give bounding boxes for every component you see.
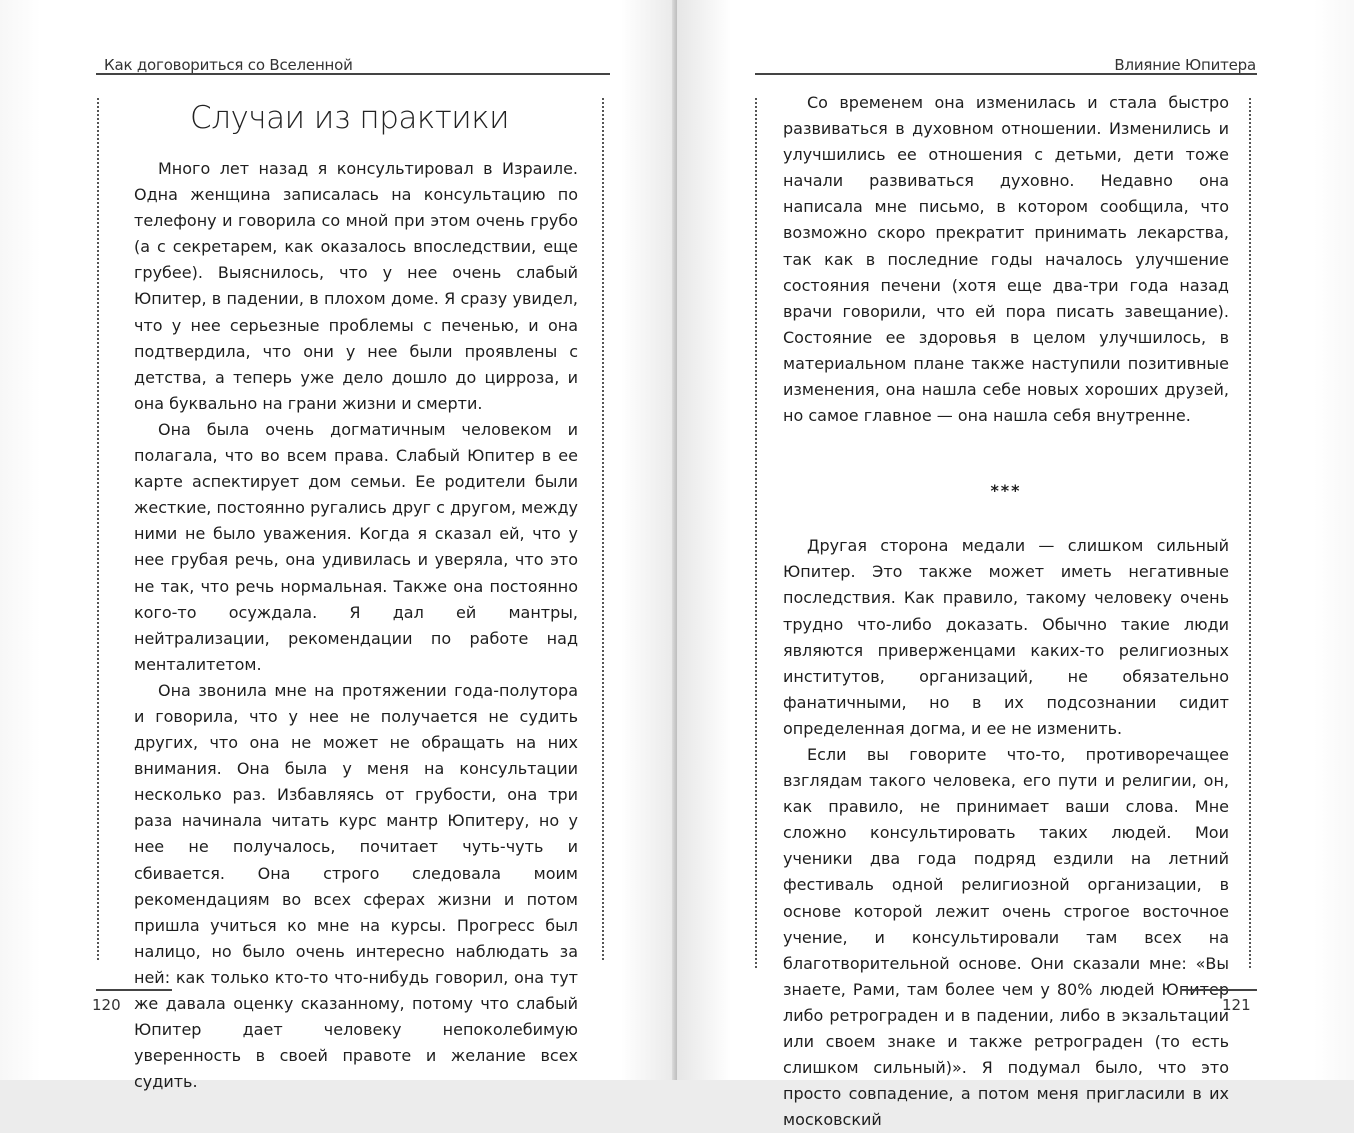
- header-rule-right: [755, 73, 1257, 75]
- body-text-right: [783, 90, 1229, 1133]
- header-rule-left: [96, 73, 610, 75]
- paragraph: Со временем она изменилась и стала быстро развиваться в духовном отношении. Изменились и улучшились ее отношения с детьми, дети тоже начали развиваться духовно. Недавно она написала мне письмо, в котором сообщила, что возможно скоро прекратит принимать лекарства, так как в последние годы началось улучшение состояния печени (хотя еще два-три года назад врачи говорили, что ей пора писать завещание). Состояние ее здоровья в целом улучшилось, в материальном плане также наступили позитивные изменения, она нашла себе новых хороших друзей, но самое главное — она нашла себя внутренне.: [783, 93, 1229, 426]
- page-number-left: 120: [92, 996, 121, 1014]
- right-page: [677, 0, 1354, 1130]
- paragraph: Много лет назад я консультировал в Израиле. Одна женщина записалась на консультацию по телефону и говорила со мной при этом очень грубо (а с секретарем, как оказалось впоследствии, еще грубее). Выяснилось, что у нее очень слабый Юпитер, в падении, в плохом доме. Я сразу увидел, что у нее серьезные проблемы с печенью, и она подтвердила, что они у нее были проявлены с детства, а теперь уже дело дошло до цирроза, и она буквально на грани жизни и смерти.: [134, 159, 578, 413]
- left-page: [0, 0, 675, 1092]
- section-separator: ***: [990, 481, 1022, 501]
- paragraph: Если вы говорите что-то, противоречащее взглядам такого человека, его пути и религии, он, как правило, не принимает ваши слова. Мне сложно консультировать таких людей. Мои ученики два года подряд ездили на летний фестиваль одной религиозной организации, в основе которой лежит очень строгое восточное учение, и консультировали там всех на благотворительной основе. Они сказали мне: «Вы знаете, Рами, там более чем у 80% людей Юпитер либо ретрограден и в падении, либо в экзальтации или своем знаке и также ретрограден (то есть слишком сильный)». Я подумал было, что это просто совпадение, а потом меня пригласили в их московский: [783, 744, 1229, 1130]
- dotted-border-left: [97, 98, 99, 960]
- running-head-left: Как договориться со Вселенной: [104, 56, 353, 74]
- footer-rule-left: [96, 989, 172, 991]
- footer-rule-right: [1181, 989, 1257, 991]
- dotted-border-right: [1249, 98, 1251, 968]
- dotted-border-right: [602, 98, 604, 960]
- paragraph: Другая сторона медали — слишком сильный Юпитер. Это также может иметь негативные последствия. Как правило, такому человеку очень трудно что-либо доказать. Обычно такие люди являются приверженцами каких-то религиозных институтов, организаций, не обязательно фанатичными, но в их подсознании сидит определенная догма, и ее не изменить.: [783, 536, 1229, 738]
- body-text-left: [134, 156, 578, 1095]
- page-number-right: 121: [1222, 996, 1251, 1014]
- running-head-right: Влияние Юпитера: [1114, 56, 1256, 74]
- chapter-title: Случаи из практики: [190, 100, 510, 136]
- dotted-border-left: [755, 98, 757, 968]
- paragraph: Она звонила мне на протяжении года-полутора и говорила, что у нее не получается не судить других, что она не может не обращать на них внимания. Она была у меня на консультации несколько раз. Избавляясь от грубости, она три раза начинала читать курс мантр Юпитеру, но у нее не получалось, почитает чуть-чуть и сбивается. Она строго следовала моим рекомендациям во всех сферах жизни и потом пришла учиться ко мне на курсы. Прогресс был налицо, но было очень интересно наблюдать за ней: как только кто-то что-нибудь говорил, она тут же давала оценку сказанному, потому что слабый Юпитер дает человеку непоколебимую уверенность в своей правоте и желание всех судить.: [134, 680, 578, 1092]
- paragraph: Она была очень догматичным человеком и полагала, что во всем права. Слабый Юпитер в ее карте аспектирует дом семьи. Ее родители были жесткие, постоянно ругались друг с другом, между ними не было уважения. Когда я сказал ей, что у нее грубая речь, она удивилась и уверяла, что это не так, что речь нормальная. Также она постоянно кого-то осуждала. Я дал ей мантры, нейтрализации, рекомендации по работе над менталитетом.: [134, 419, 578, 674]
